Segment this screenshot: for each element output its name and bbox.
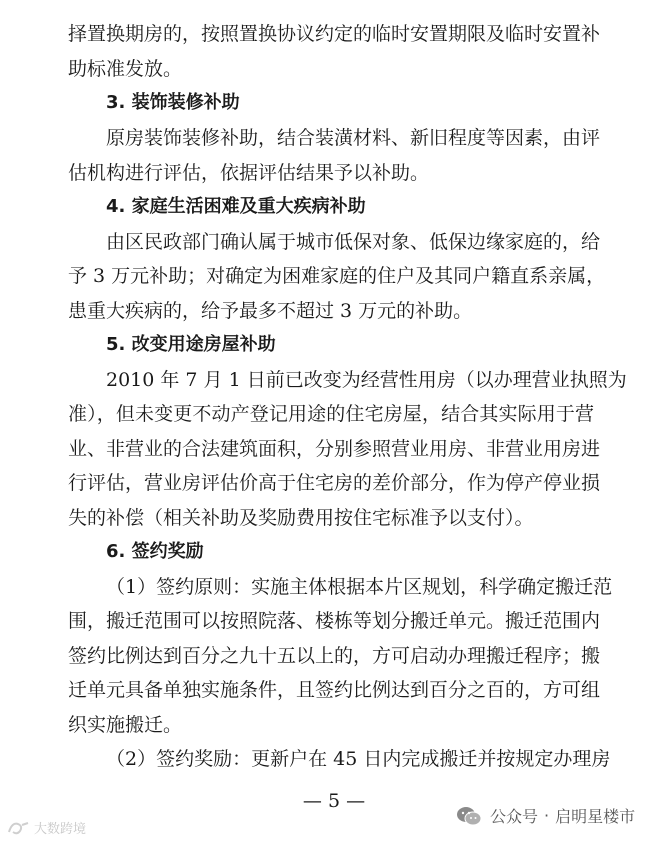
paragraph-line: 由区民政部门确认属于城市低保对象、低保边缘家庭的，给 bbox=[106, 231, 601, 253]
paragraph-line: 2010 年 7 月 1 日前已改变为经营性用房（以办理营业执照为 bbox=[106, 369, 627, 391]
logo-icon bbox=[6, 820, 32, 836]
paragraph-line: 织实施搬迁。 bbox=[68, 714, 183, 736]
section-heading: 6. 签约奖励 bbox=[106, 541, 204, 562]
paragraph-line: （1）签约原则：实施主体根据本片区规划，科学确定搬迁范 bbox=[106, 576, 613, 598]
paragraph-line: 失的补偿（相关补助及奖励费用按住宅标准予以支付）。 bbox=[68, 507, 534, 529]
paragraph-line: 行评估，营业房评估价高于住宅房的差价部分，作为停产停业损 bbox=[68, 472, 601, 494]
corner-mark-text: 大数跨境 bbox=[34, 822, 87, 837]
page-number: — 5 — bbox=[302, 790, 366, 812]
paragraph-line: 助标准发放。 bbox=[68, 58, 183, 80]
paragraph-line: （2）签约奖励：更新户在 45 日内完成搬迁并按规定办理房 bbox=[106, 748, 611, 770]
paragraph-line: 予 3 万元补助；对确定为困难家庭的住户及其同户籍直系亲属， bbox=[68, 265, 606, 287]
paragraph-line: 估机构进行评估，依据评估结果予以补助。 bbox=[68, 162, 430, 184]
section-heading: 3. 装饰装修补助 bbox=[106, 92, 240, 113]
wechat-watermark bbox=[456, 804, 635, 827]
paragraph-line: 围，搬迁范围可以按照院落、楼栋等划分搬迁单元。搬迁范围内 bbox=[68, 610, 601, 632]
paragraph-line: 业、非营业的合法建筑面积，分别参照营业用房、非营业用房进 bbox=[68, 438, 601, 460]
section-heading: 5. 改变用途房屋补助 bbox=[106, 334, 276, 355]
paragraph-line: 准），但未变更不动产登记用途的住宅房屋，结合其实际用于营 bbox=[68, 403, 594, 425]
paragraph-line: 择置换期房的，按照置换协议约定的临时安置期限及临时安置补 bbox=[68, 23, 601, 45]
paragraph-line: 签约比例达到百分之九十五以上的，方可启动办理搬迁程序；搬 bbox=[68, 645, 601, 667]
watermark-brand: 公众号 bbox=[490, 807, 539, 826]
corner-mark bbox=[6, 818, 86, 837]
paragraph-line: 患重大疾病的，给予最多不超过 3 万元的补助。 bbox=[68, 300, 473, 322]
paragraph-line: 原房装饰装修补助，结合装潢材料、新旧程度等因素，由评 bbox=[106, 127, 601, 149]
watermark-account: 启明星楼市 bbox=[555, 807, 636, 826]
watermark-separator: · bbox=[544, 806, 550, 825]
paragraph-line: 迁单元具备单独实施条件，且签约比例达到百分之百的，方可组 bbox=[68, 679, 601, 701]
wechat-icon bbox=[456, 806, 482, 826]
section-heading: 4. 家庭生活困难及重大疾病补助 bbox=[106, 196, 366, 217]
